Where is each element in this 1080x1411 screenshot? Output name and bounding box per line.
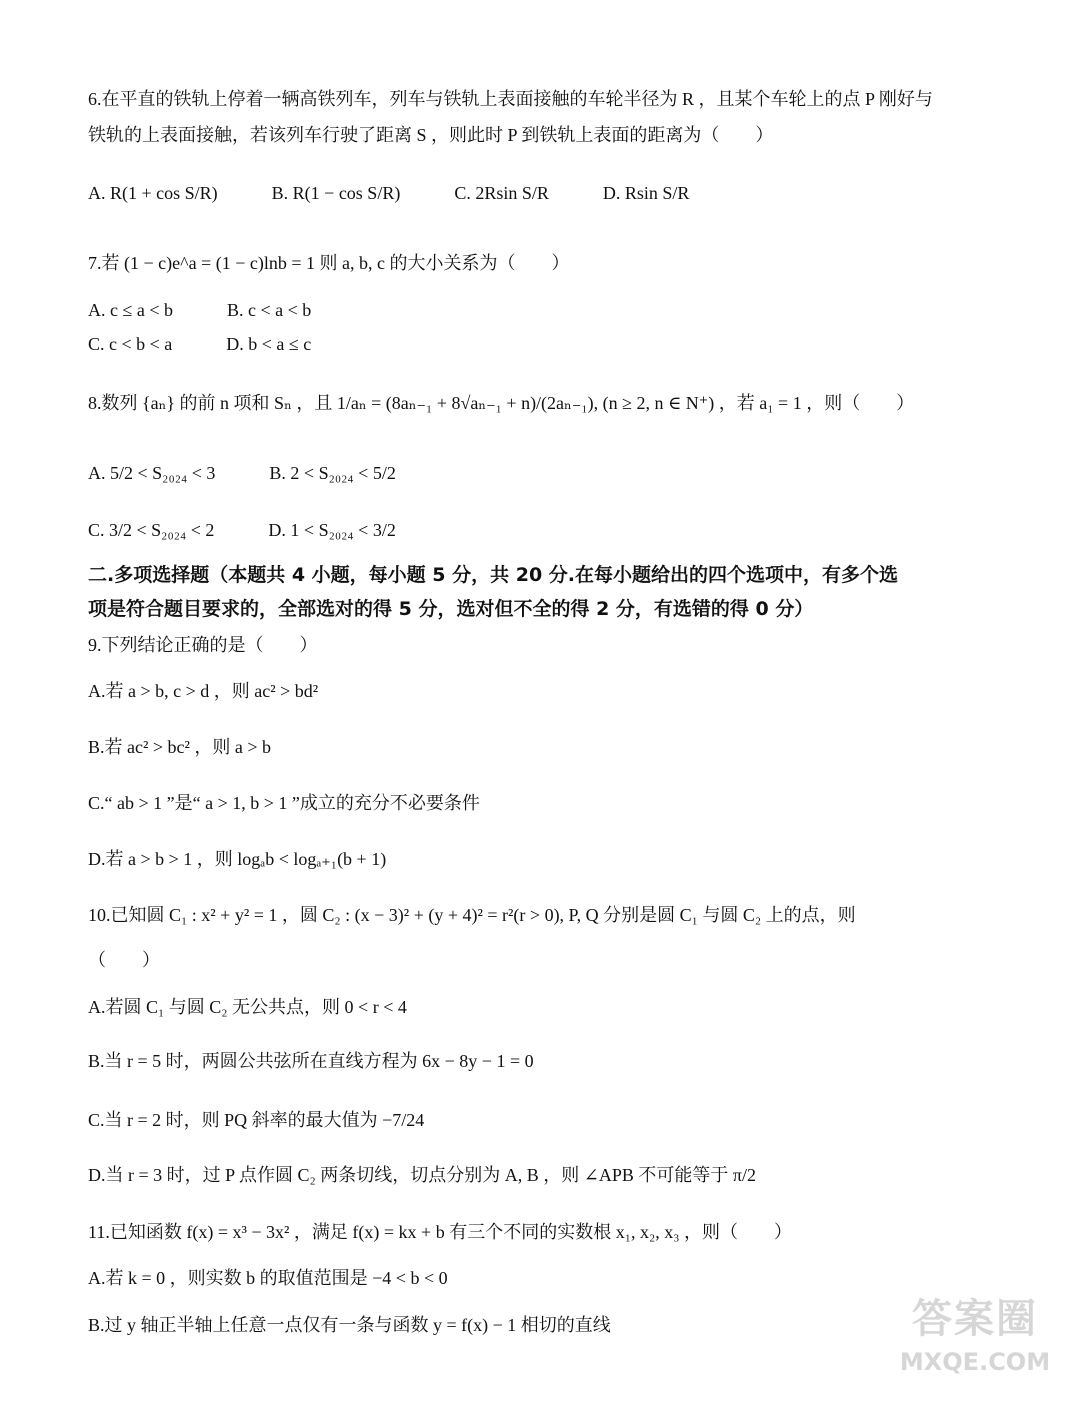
q9-stem: 9.下列结论正确的是（ ） <box>88 635 318 655</box>
q7-options-ab: A. c ≤ a < b B. c < a < b <box>88 300 312 320</box>
watermark-logo <box>890 1287 1060 1397</box>
q9-option-a: A.若 a > b, c > d ，则 ac² > bd² <box>88 681 319 701</box>
q10-option-b: B.当 r = 5 时，两圆公共弦所在直线方程为 6x − 8y − 1 = 0 <box>88 1051 534 1071</box>
q8-options-ab: A. 5/2 < S₂₀₂₄ < 3 B. 2 < S₂₀₂₄ < 5/2 <box>88 463 396 483</box>
q11-option-a: A.若 k = 0 ，则实数 b 的取值范围是 −4 < b < 0 <box>88 1268 448 1288</box>
q10-stem-line1: 10.已知圆 C₁ : x² + y² = 1 ，圆 C₂ : (x − 3)² + (y + 4)² = r²(r > 0), P, Q 分别是圆 C₁ 与圆 C₂ 上的点，则 <box>88 905 856 925</box>
q6-stem-line1: 6.在平直的铁轨上停着一辆高铁列车，列车与铁轨上表面接触的车轮半径为 R ，且某个车轮上的点 P 刚好与 <box>88 89 933 109</box>
q9-option-d: D.若 a > b > 1 ，则 logₐb < logₐ₊₁(b + 1) <box>88 849 387 869</box>
q9-option-c: C.“ ab > 1 ”是“ a > 1, b > 1 ”成立的充分不必要条件 <box>88 793 480 813</box>
q8-options-cd: C. 3/2 < S₂₀₂₄ < 2 D. 1 < S₂₀₂₄ < 3/2 <box>88 520 396 540</box>
q10-option-d: D.当 r = 3 时，过 P 点作圆 C₂ 两条切线，切点分别为 A, B ，则 ∠APB 不可能等于 π/2 <box>88 1165 756 1185</box>
q10-option-a: A.若圆 C₁ 与圆 C₂ 无公共点，则 0 < r < 4 <box>88 997 407 1017</box>
q11-option-b: B.过 y 轴正半轴上任意一点仅有一条与函数 y = f(x) − 1 相切的直线 <box>88 1315 611 1335</box>
q6-stem-line2: 铁轨的上表面接触，若该列车行驶了距离 S ，则此时 P 到铁轨上表面的距离为（ ） <box>88 125 774 145</box>
q6-options: A. R(1 + cos S/R) B. R(1 − cos S/R) C. 2Rsin S/R D. Rsin S/R <box>88 183 690 203</box>
section-2-header-line2: 项是符合题目要求的，全部选对的得 5 分，选对但不全的得 2 分，有选错的得 0 分） <box>88 598 814 620</box>
q7-stem: 7.若 (1 − c)e^a = (1 − c)lnb = 1 则 a, b, c 的大小关系为（ ） <box>88 253 570 273</box>
q10-option-c: C.当 r = 2 时，则 PQ 斜率的最大值为 −7/24 <box>88 1110 425 1130</box>
q7-options-cd: C. c < b < a D. b < a ≤ c <box>88 334 312 354</box>
q10-stem-line2: （ ） <box>88 950 160 970</box>
section-2-header-line1: 二.多项选择题（本题共 4 小题，每小题 5 分，共 20 分.在每小题给出的四个选项中，有多个选 <box>88 564 899 586</box>
q8-stem: 8.数列 {aₙ} 的前 n 项和 Sₙ ，且 1/aₙ = (8aₙ₋₁ + 8√aₙ₋₁ + n)/(2aₙ₋₁), (n ≥ 2, n ∈ N⁺) ，若 a₁ = 1 ，则（ ） <box>88 393 915 413</box>
watermark-logo-text: 答案圈 <box>912 1296 1038 1342</box>
watermark-site: MXQE.COM <box>899 1348 1051 1376</box>
q9-option-b: B.若 ac² > bc² ，则 a > b <box>88 737 272 757</box>
q11-stem: 11.已知函数 f(x) = x³ − 3x² ，满足 f(x) = kx + b 有三个不同的实数根 x₁, x₂, x₃ ，则（ ） <box>88 1222 793 1242</box>
